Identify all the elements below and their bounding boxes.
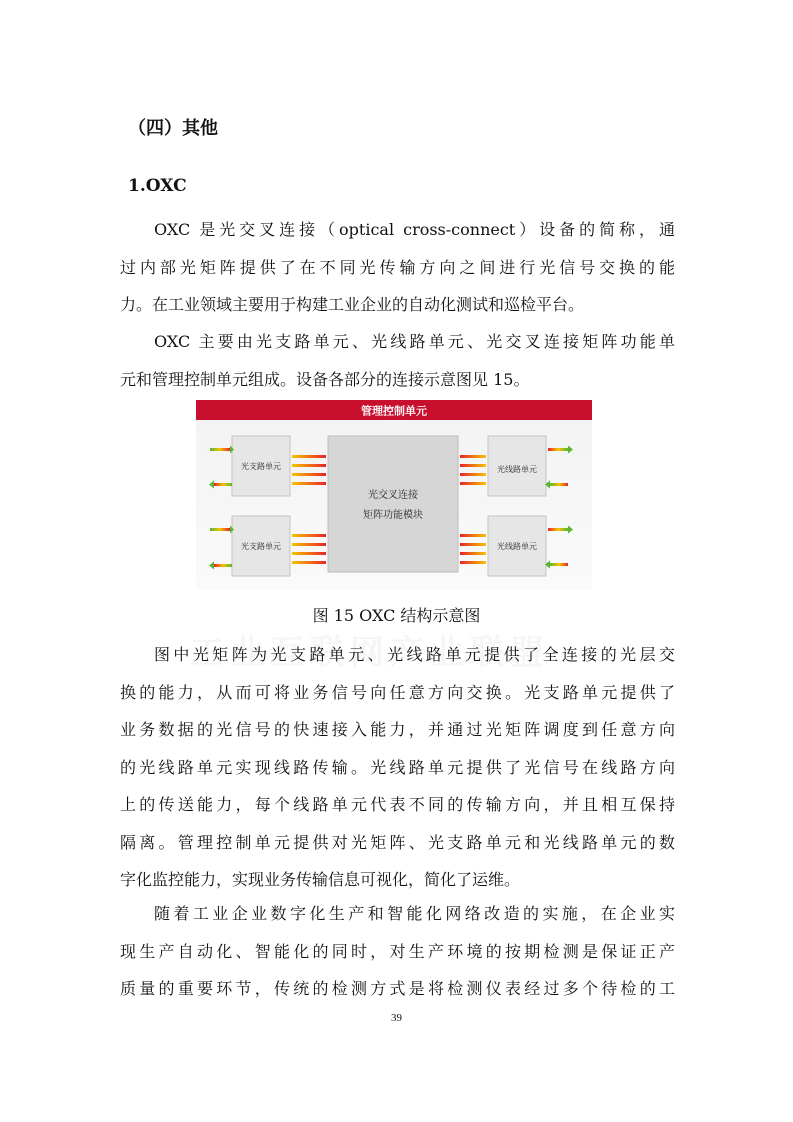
paragraph-line: 换的能力，从而可将业务信号向任意方向交换。光支路单元提供了 (120, 682, 675, 702)
section-heading: （四）其他 (128, 118, 218, 139)
page-number: 39 (391, 1012, 402, 1024)
paragraph-3 (120, 636, 675, 899)
tributary-unit-bottom-label: 光支路单元 (241, 542, 281, 551)
figure-caption: 图 15 OXC 结构示意图 (312, 606, 481, 625)
paragraph-line: 字化监控能力，实现业务传输信息可视化，简化了运维。 (120, 870, 521, 889)
paragraph-line: 的光线路单元实现线路传输。光线路单元提供了光信号在线路方向 (120, 757, 675, 777)
paragraph-line: OXC 是光交叉连接（optical cross-connect）设备的简称，通 (154, 220, 675, 239)
paragraph-line: 质量的重要环节，传统的检测方式是将检测仪表经过多个待检的工 (120, 979, 675, 998)
paragraph-line: 上的传送能力，每个线路单元代表不同的传输方向，并且相互保持 (120, 795, 675, 814)
cross-connect-matrix-box (328, 436, 458, 572)
line-unit-top-label: 光线路单元 (497, 465, 537, 474)
management-banner-label: 管理控制单元 (361, 404, 427, 418)
matrix-label-line2: 矩阵功能模块 (363, 510, 423, 521)
paragraph-line: OXC 主要由光支路单元、光线路单元、光交叉连接矩阵功能单 (154, 332, 675, 351)
paragraph-1 (120, 211, 675, 324)
paragraph-2 (120, 323, 675, 398)
oxc-structure-figure (196, 400, 592, 590)
paragraph-line: 隔离。管理控制单元提供对光矩阵、光支路单元和光线路单元的数 (120, 832, 675, 852)
paragraph-line: 随着工业企业数字化生产和智能化网络改造的实施，在企业实 (154, 904, 675, 923)
matrix-label-line1: 光交叉连接 (368, 490, 418, 501)
tributary-unit-top-label: 光支路单元 (241, 462, 281, 471)
paragraph-line: 元和管理控制单元组成。设备各部分的连接示意图见 15。 (120, 369, 530, 389)
paragraph-line: 图中光矩阵为光支路单元、光线路单元提供了全连接的光层交 (154, 645, 675, 664)
paragraph-line: 过内部光矩阵提供了在不同光传输方向之间进行光信号交换的能 (120, 257, 675, 277)
line-unit-bottom-label: 光线路单元 (497, 542, 537, 551)
subsection-heading: 1.OXC (128, 176, 187, 196)
paragraph-line: 力。在工业领域主要用于构建工业企业的自动化测试和巡检平台。 (120, 295, 585, 314)
paragraph-line: 业务数据的光信号的快速接入能力，并通过光矩阵调度到任意方向 (120, 720, 675, 739)
paragraph-4 (120, 895, 675, 1008)
paragraph-line: 现生产自动化、智能化的同时，对生产环境的按期检测是保证正产 (120, 941, 675, 961)
